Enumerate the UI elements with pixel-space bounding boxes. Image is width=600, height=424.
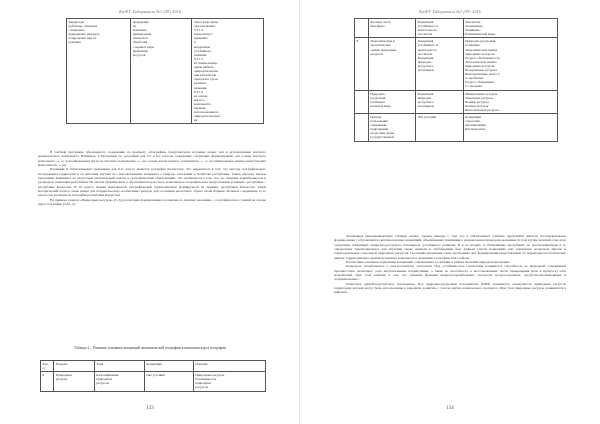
header-notions: Понятия	[193, 361, 265, 372]
table-cell: Природные ресурсы. Разновидность природных ресурсов	[193, 372, 265, 391]
table-cell: предедение на жанылым примердения сиешеттен обработки с каршых щара преврении ресурсов	[131, 19, 192, 124]
header-theme: Тема	[94, 361, 144, 372]
concept-term: Концепция устойчивости и неисчислимости геосистем.	[346, 264, 433, 269]
table-row	[67, 19, 264, 124]
continued-table	[66, 18, 264, 124]
paragraph: На примере раздела «Природные ресурсы» [5, 6] рассмотрим формирование и развитие по понятия экономико – географического учений на основе курса географии (табл. 2).	[38, 197, 266, 207]
header-sections: Разделы	[54, 361, 95, 372]
concept-term: Концепция природно-ресурсного потенциала.	[346, 281, 416, 286]
page-number: 134	[446, 406, 454, 411]
table-row	[355, 19, 558, 38]
table-cell: Классификация природных ресурсов	[94, 372, 144, 391]
concepts-table	[40, 360, 266, 392]
table-cell: Ока устоцивт	[416, 113, 463, 141]
table-cell: Концепция устойчивого и неисточность геосистем. Концепция природно- ресурсного потенциала	[416, 38, 463, 90]
table-row	[355, 113, 558, 141]
page-number: 133	[146, 406, 154, 411]
right-body-text	[334, 234, 566, 295]
table-cell: Экосистем. Загрязнение. Защищень. Изменения ный мира.	[463, 19, 557, 38]
table-cell	[355, 90, 369, 113]
right-page	[300, 0, 600, 424]
table-cell: Концепция устойчивого и неисточность геосистем	[416, 19, 463, 38]
table-cell: Концепция природно- ресурсного потенциала	[416, 90, 463, 113]
paragraph: В учебной программе обновленного содержания по предмету «География» предусмотрено изучение новых тем и использования мастного краеведческого компонента. Например, в Программе по географии для 5-х и 8-х классов содержание следующие формулировки: «на основе мастного компонента...», «с доволнительным изуче на мастного компонента...», «на основе казахстанского компонента...», «с досопнительным знание казахстанских компонентов...» [4].	[38, 150, 266, 168]
table-cell: Концепции г.экологии. Антемиазиция. Биотехнолгии.	[463, 113, 557, 141]
table-cell: тмы в веды прир- одпользования; 5.3.1.4 карпалантуст превенше н ваздрасивы устойчивого развития 6.3.1.5 ва снение иприр- одная ембыти природопользова ния в Казахстан предлагает ур-ов реанных решения, 6.3.1.6 на основе вактого компонента проведи использование по природопользован ия	[192, 19, 264, 124]
continued-concepts-table	[354, 18, 558, 142]
table-header-row	[41, 361, 266, 372]
table-row	[355, 38, 558, 90]
table-cell	[355, 113, 369, 141]
table-cell: Природно- ресурсный потенциал регионов мира	[368, 90, 415, 113]
header-concept: Концепция	[144, 361, 193, 372]
table-cell: Природные ресурсы	[54, 372, 95, 391]
paragraph: Рассмотрим основные содержание концепций, описываемых в учебнике в рамках изучения природопользования.	[346, 260, 510, 265]
concept-text: Под устойчивостью геосистемы понимается способность ее природной сохраняемой противостоять различного рода антропогенным воздействиям, а также ее способность к восстановлению после прекращения (или в процессе) этих воздействий. При этом понятия в том, что границы функции природоохранительных геосистем ресурсоохранных, ресурсовоспроизводящих и сохранительных....	[334, 264, 567, 282]
table-caption: Таблица 2 – Развитие основных концепций экономической географии в школьном курсе географии	[74, 346, 226, 350]
left-body-text	[38, 150, 266, 206]
concept-paragraph	[334, 264, 566, 281]
running-head: ҚазҰУ Хабаршысы №1 (59) 2016	[119, 9, 181, 14]
header-class: Кла сс	[41, 361, 54, 372]
running-head: ҚазҰУ Хабаршысы №1 (59) 2016	[419, 9, 481, 14]
paragraph: Базовыми и обязательными требования для 9-го класса является география Казахстана. Это выражается в том, что методы географического исследования территории и её описания изучаются с использованием материала о природе, населении и хозяйстве республики. Таким образом, авторы программы выявились на ресурсный региональный подход к географическим образованиям. Это проявляется в том, что, по сильным коррибельности и распределе появления республики. На систем сформировать у обучающихся целостное, комплексное географическое представление и знании о республике – республике Казахстан. В 10 классе знания комплексной географической характеристики формируются на примере республики Казахстан. Такой методический подход очень важен для патриотического воспитания граждан, для осознания целостного образа своей Родины. Большое содержание 11-го класса так же является география республики Казахстан.	[38, 167, 266, 198]
paragraph: Анализируя вышеприведенную таблицу, можно сделать выводы о том, что в обязательных учебных программах имеется последовательное формирование у обучающихся системы научных концепций, объединенных понятиями о рациональном природопользовании. К этой группе понятий относятся следующие концепции: природно-ресурсного потенциала, устойчивого развития. И в во вторых, в обновлённых программах по рассматриваемым в то определение территориальное для изучения также важным и обобщающим был данным учетом концепций, как: концепция ресурсных циклов и территориальных отраслевой природных ресурсов. Последняя концепция очень необходима для формирования представлений об территориологологических циклах, территориально-производственных комплексах и экономико-географического района.	[334, 234, 566, 260]
concept-text: Под природно-ресурсным потенциалом (ПРП) понимается совокупность природных ресурсов территории, которая могут быть использованы в народном хозяйстве с учетом научно-технического прогресса. При этом природные ресурсы понимаются в широком	[334, 281, 566, 295]
table-cell: Экономическая и экологическая оценка природных ресурсов	[368, 38, 415, 90]
table-cell: Природно-ресурсный потенциал. Экономическая оценка природных ресурсов. Ресурсо обеспеченность. Экологическая оценка природных ресурсов. Исчерпаемые ресурсы. Неисчерпаемые, много х зо проблемы. Ресурсо сбережения т.с.экология.	[463, 38, 557, 90]
table-cell: Ока устоцивт	[144, 372, 193, 391]
table-cell: жаңартады прбілемы, смекалны с жанылым прирединых умндергі, и прродешет нұн иа решения	[67, 19, 131, 124]
table-cell: Центры пользования сырьевыми природными ресурсами, виды государственной	[368, 113, 415, 141]
concept-paragraph	[334, 282, 566, 295]
table-cell: Частные часть биосферы	[368, 19, 415, 38]
table-row	[41, 372, 266, 391]
table-cell: 6	[41, 372, 54, 391]
table-row	[355, 90, 558, 113]
table-cell: Минеральные ресурсы. Земельные ресурсы. Водные ресурсы. Лесные ресурсы. Биологические ресурсы.	[463, 90, 557, 113]
table-cell	[355, 19, 369, 38]
table-cell: 8	[355, 38, 369, 90]
